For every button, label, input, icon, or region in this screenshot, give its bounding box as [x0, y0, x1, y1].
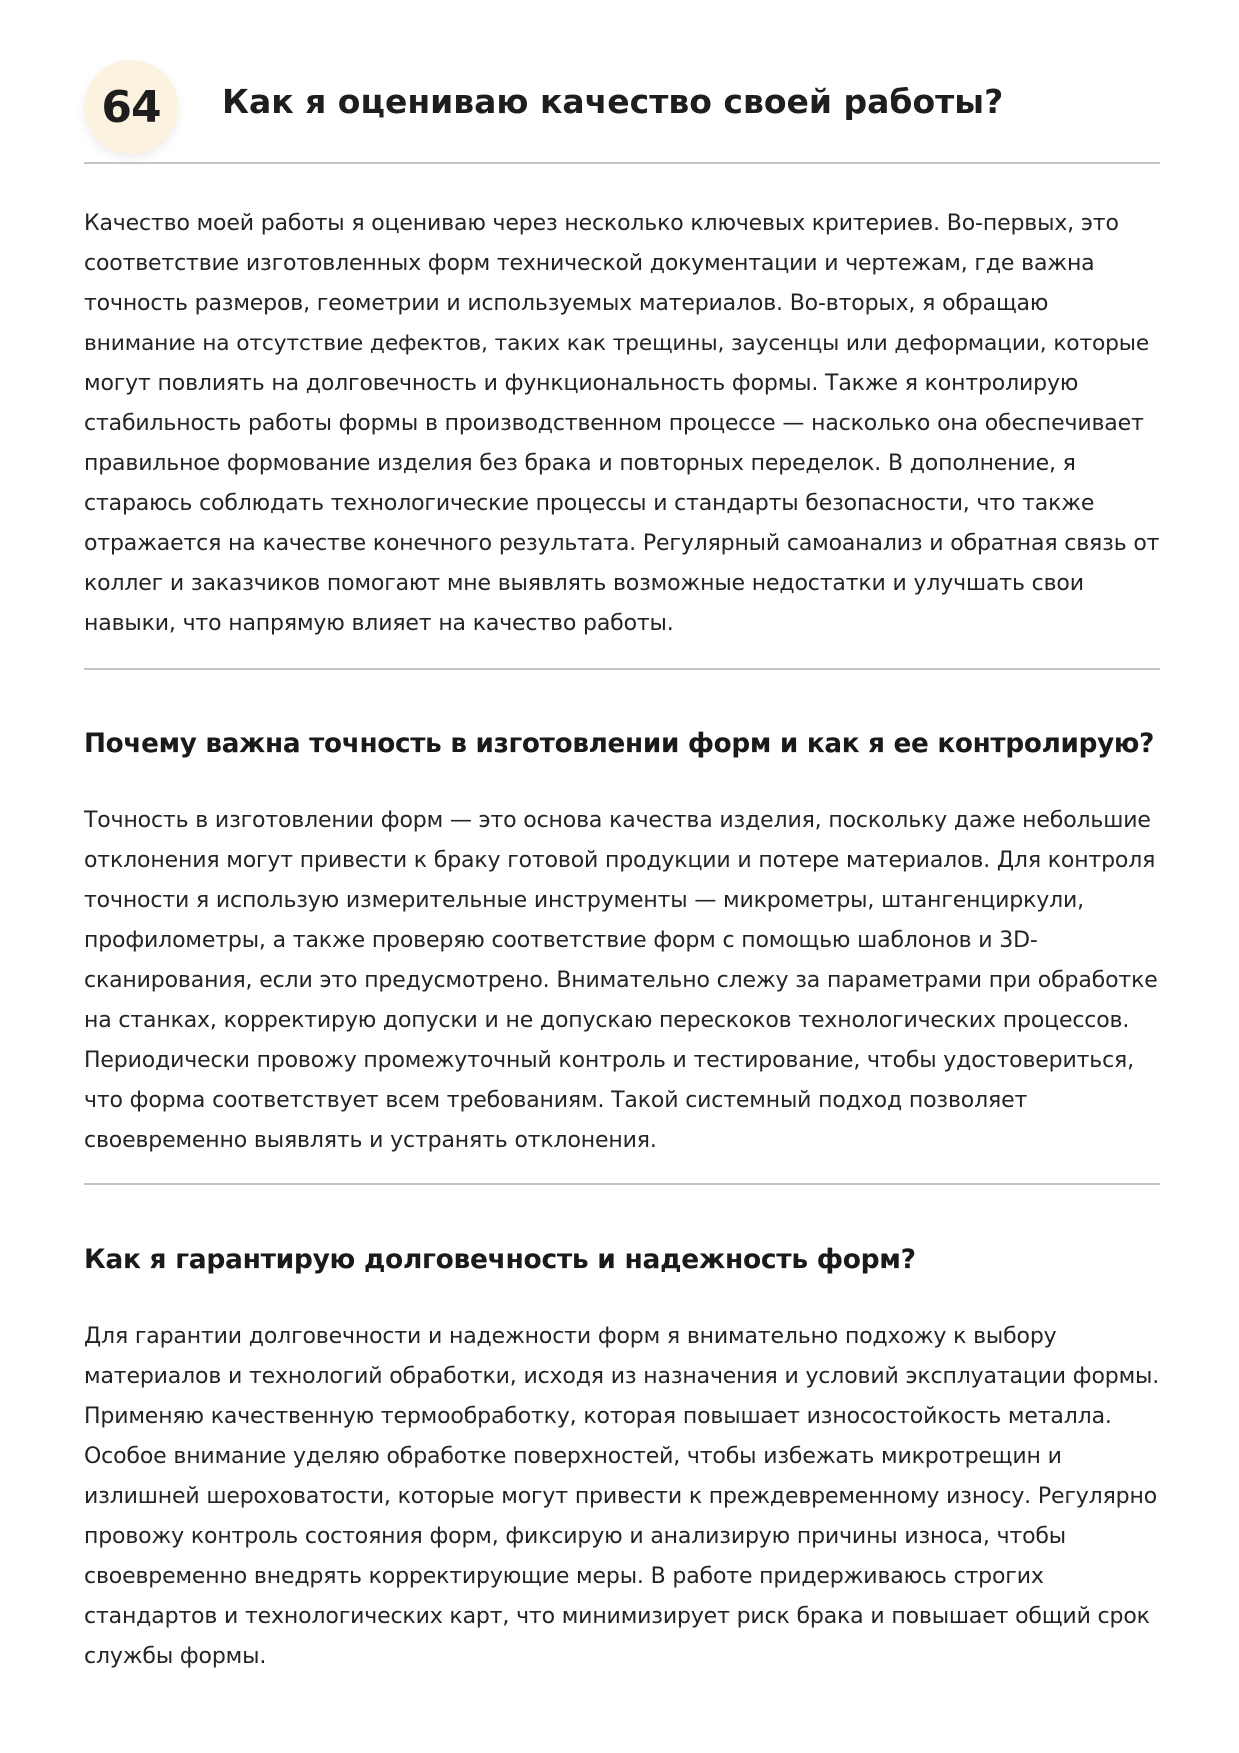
- paragraph-line: отклонения могут привести к браку готовой продукции и потере материалов. Для контроля: [84, 848, 1156, 873]
- section-title-precision: Почему важна точность в изготовлении форм и как я ее контролирую?: [84, 729, 1155, 759]
- paragraph-line: сканирования, если это предусмотрено. Внимательно слежу за параметрами при обработке: [84, 968, 1158, 993]
- document-page: [84, 0, 1160, 1753]
- paragraph-line: внимание на отсутствие дефектов, таких как трещины, заусенцы или деформации, которые: [84, 331, 1150, 356]
- paragraph-line: службы формы.: [84, 1644, 267, 1669]
- paragraph-line: на станках, корректирую допуски и не допускаю перескоков технологических процессов.: [84, 1008, 1130, 1033]
- page-header: [84, 60, 1160, 164]
- paragraph-line: стараюсь соблюдать технологические процессы и стандарты безопасности, что также: [84, 491, 1095, 516]
- paragraph-line: правильное формование изделия без брака и повторных переделок. В дополнение, я: [84, 451, 1076, 476]
- section-divider: [84, 1183, 1160, 1185]
- section-title-durability: Как я гарантирую долговечность и надежность форм?: [84, 1244, 916, 1275]
- paragraph-line: излишней шероховатости, которые могут привести к преждевременному износу. Регулярно: [84, 1484, 1158, 1509]
- paragraph-line: Особое внимание уделяю обработке поверхностей, чтобы избежать микротрещин и: [84, 1444, 1062, 1469]
- answer-paragraph-1: [84, 204, 1160, 644]
- paragraph-line: точность размеров, геометрии и используемых материалов. Во-вторых, я обращаю: [84, 291, 1049, 316]
- paragraph-line: материалов и технологий обработки, исходя из назначения и условий эксплуатации формы.: [84, 1364, 1160, 1389]
- answer-paragraph-3: [84, 1317, 1160, 1677]
- paragraph-line: Применяю качественную термообработку, которая повышает износостойкость металла.: [84, 1404, 1112, 1429]
- header-divider: [84, 162, 1160, 164]
- question-number-badge: 64: [84, 60, 178, 154]
- paragraph-line: точности я использую измерительные инструменты — микрометры, штангенциркули,: [84, 888, 1085, 913]
- paragraph-line: соответствие изготовленных форм технической документации и чертежам, где важна: [84, 251, 1095, 276]
- paragraph-line: своевременно выявлять и устранять отклонения.: [84, 1128, 657, 1153]
- section-divider: [84, 668, 1160, 670]
- answer-paragraph-2: [84, 801, 1160, 1161]
- paragraph-line: стандартов и технологических карт, что минимизирует риск брака и повышает общий срок: [84, 1604, 1150, 1629]
- paragraph-line: коллег и заказчиков помогают мне выявлять возможные недостатки и улучшать свои: [84, 571, 1084, 596]
- paragraph-line: провожу контроль состояния форм, фиксирую и анализирую причины износа, чтобы: [84, 1524, 1067, 1549]
- paragraph-line: могут повлиять на долговечность и функциональность формы. Также я контролирую: [84, 371, 1079, 396]
- paragraph-line: отражается на качестве конечного результата. Регулярный самоанализ и обратная связь от: [84, 531, 1160, 556]
- paragraph-line: профилометры, а также проверяю соответствие форм с помощью шаблонов и 3D-: [84, 928, 1038, 953]
- paragraph-line: что форма соответствует всем требованиям. Такой системный подход позволяет: [84, 1088, 1028, 1113]
- paragraph-line: навыки, что напрямую влияет на качество работы.: [84, 611, 674, 636]
- paragraph-line: Для гарантии долговечности и надежности форм я внимательно подхожу к выбору: [84, 1324, 1057, 1349]
- paragraph-line: Точность в изготовлении форм — это основа качества изделия, поскольку даже небольшие: [84, 808, 1151, 833]
- paragraph-line: Периодически провожу промежуточный контроль и тестирование, чтобы удостовериться,: [84, 1048, 1134, 1073]
- paragraph-line: стабильность работы формы в производственном процессе — насколько она обеспечивает: [84, 411, 1144, 436]
- paragraph-line: Качество моей работы я оцениваю через несколько ключевых критериев. Во-первых, это: [84, 211, 1119, 236]
- paragraph-line: своевременно внедрять корректирующие меры. В работе придерживаюсь строгих: [84, 1564, 1044, 1589]
- page-title: Как я оцениваю качество своей работы?: [222, 82, 1004, 121]
